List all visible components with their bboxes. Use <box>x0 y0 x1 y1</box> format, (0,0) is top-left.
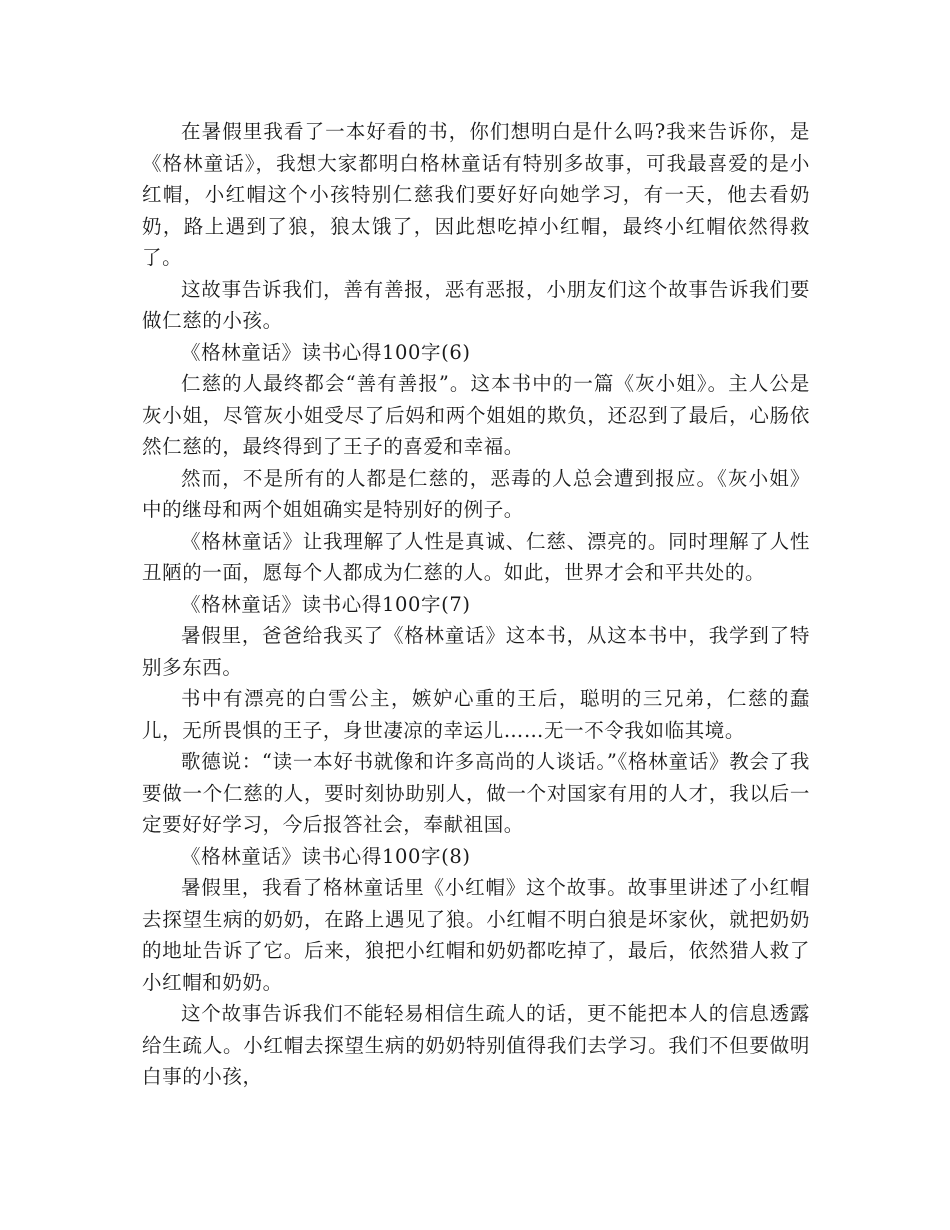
paragraph: 歌德说：“读一本好书就像和许多高尚的人谈话。”《格林童话》教会了我要做一个仁慈的人，要时刻协助别人，做一个对国家有用的人才，我以后一定要好好学习，今后报答社会，奉献祖国。 <box>142 750 810 836</box>
section-heading: 《格林童话》读书心得100字(7) <box>181 592 471 616</box>
paragraph: 书中有漂亮的白雪公主，嫉妒心重的王后，聪明的三兄弟，仁慈的蠢儿，无所畏惧的王子，身世凄凉的幸运儿……无一不令我如临其境。 <box>142 687 810 742</box>
paragraph: 暑假里，爸爸给我买了《格林童话》这本书，从这本书中，我学到了特别多东西。 <box>142 624 810 679</box>
paragraph: 仁慈的人最终都会“善有善报”。这本书中的一篇《灰小姐》。主人公是灰小姐，尽管灰小姐受尽了后妈和两个姐姐的欺负，还忍到了最后，心肠依然仁慈的，最终得到了王子的喜爱和幸福。 <box>142 372 810 458</box>
paragraph: 暑假里，我看了格林童话里《小红帽》这个故事。故事里讲述了小红帽去探望生病的奶奶，在路上遇见了狼。小红帽不明白狼是坏家伙，就把奶奶的地址告诉了它。后来，狼把小红帽和奶奶都吃掉了，最后，依然猎人救了小红帽和奶奶。 <box>142 876 810 994</box>
document-page <box>142 116 810 1093</box>
section-heading: 《格林童话》读书心得100字(8) <box>181 844 471 868</box>
paragraph: 这个故事告诉我们不能轻易相信生疏人的话，更不能把本人的信息透露给生疏人。小红帽去探望生病的奶奶特别值得我们去学习。我们不但要做明白事的小孩， <box>142 1002 810 1088</box>
paragraph: 然而，不是所有的人都是仁慈的，恶毒的人总会遭到报应。《灰小姐》中的继母和两个姐姐确实是特别好的例子。 <box>142 466 810 521</box>
paragraph: 在暑假里我看了一本好看的书，你们想明白是什么吗?我来告诉你，是《格林童话》，我想大家都明白格林童话有特别多故事，可我最喜爱的是小红帽，小红帽这个小孩特别仁慈我们要好好向她学习，有一天，他去看奶奶，路上遇到了狼，狼太饿了，因此想吃掉小红帽，最终小红帽依然得救了。 <box>142 120 810 269</box>
section-heading: 《格林童话》读书心得100字(6) <box>181 340 471 364</box>
paragraph: 这故事告诉我们，善有善报，恶有恶报，小朋友们这个故事告诉我们要做仁慈的小孩。 <box>142 277 810 332</box>
paragraph: 《格林童话》让我理解了人性是真诚、仁慈、漂亮的。同时理解了人性丑陋的一面，愿每个人都成为仁慈的人。如此，世界才会和平共处的。 <box>142 529 810 584</box>
